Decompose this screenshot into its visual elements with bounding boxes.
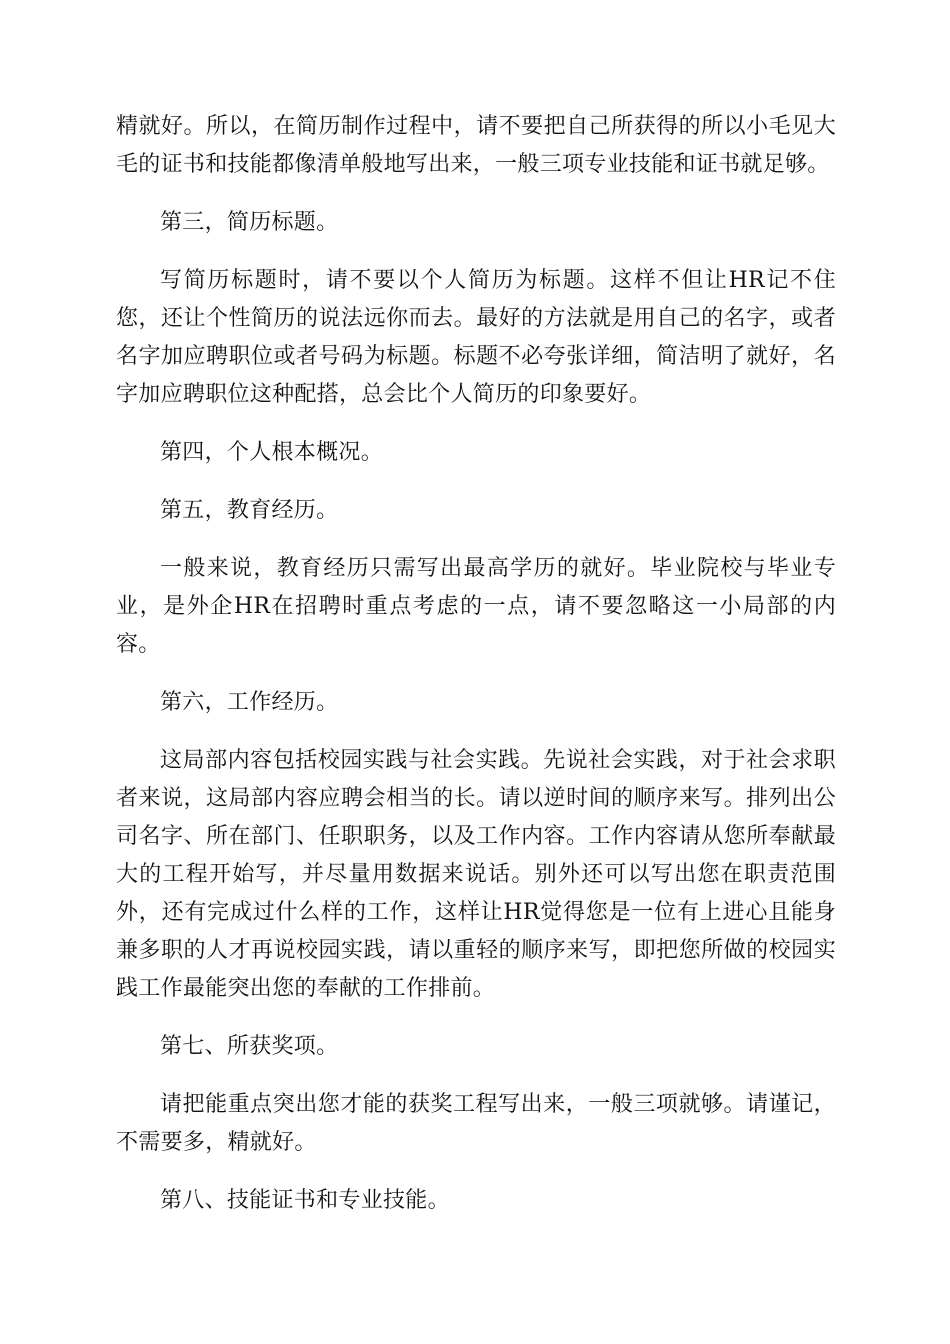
heading-resume-title: 第三，简历标题。 (160, 210, 339, 235)
document-body (116, 108, 836, 1220)
heading-personal-info: 第四，个人根本概况。 (160, 440, 384, 465)
heading-work-experience: 第六，工作经历。 (160, 690, 339, 715)
heading-skills-certificates: 第八、技能证书和专业技能。 (160, 1188, 450, 1213)
heading-awards: 第七、所获奖项。 (160, 1034, 339, 1059)
paragraph-awards: 请把能重点突出您才能的获奖工程写出来，一般三项就够。请谨记，不需要多，精就好。 (116, 1092, 836, 1155)
paragraph-work-experience: 这局部内容包括校园实践与社会实践。先说社会实践，对于社会求职者来说，这局部内容应聘会相当的长。请以逆时间的顺序来写。排列出公司名字、所在部门、任职职务，以及工作内容。工作内容请从您所奉献最大的工程开始写，并尽量用数据来说话。别外还可以写出您在职责范围外，还有完成过什么样的工作，这样让HR觉得您是一位有上进心且能身兼多职的人才再说校园实践，请以重轻的顺序来写，即把您所做的校园实践工作最能突出您的奉献的工作排前。 (116, 748, 836, 1001)
paragraph-resume-title: 写简历标题时，请不要以个人简历为标题。这样不但让HR记不住您，还让个性简历的说法远你而去。最好的方法就是用自己的名字，或者名字加应聘职位或者号码为标题。标题不必夸张详细，简洁明了就好，名字加应聘职位这种配搭，总会比个人简历的印象要好。 (116, 268, 836, 407)
heading-education: 第五，教育经历。 (160, 498, 339, 523)
paragraph-continuation: 精就好。所以，在简历制作过程中，请不要把自己所获得的所以小毛见大毛的证书和技能都像清单般地写出来，一般三项专业技能和证书就足够。 (116, 114, 836, 177)
paragraph-education: 一般来说，教育经历只需写出最高学历的就好。毕业院校与毕业专业，是外企HR在招聘时重点考虑的一点，请不要忽略这一小局部的内容。 (116, 556, 836, 657)
